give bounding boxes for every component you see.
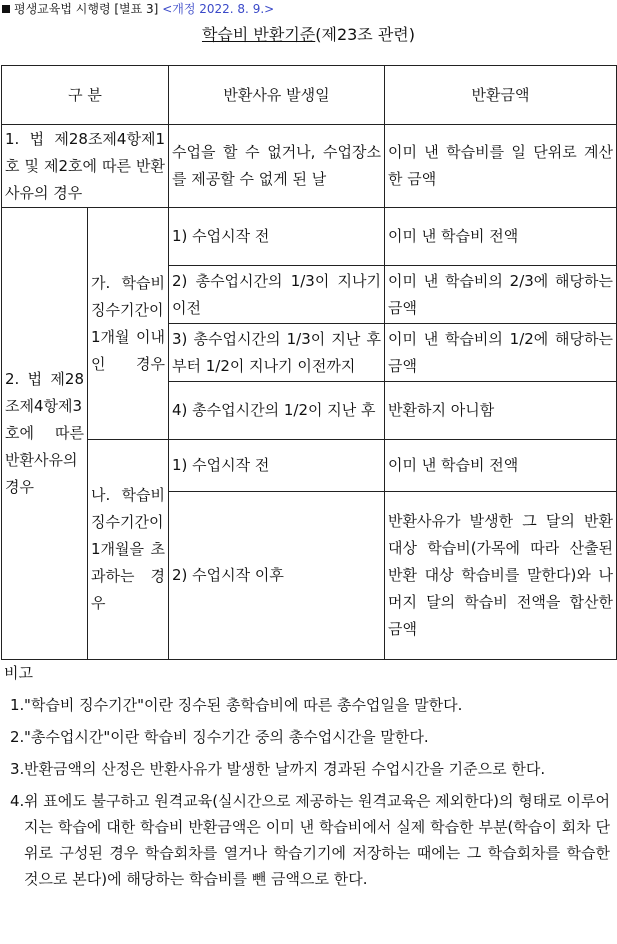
group-b-amount-1: 이미 낸 학습비 전액: [385, 440, 617, 492]
note-item: [0, 724, 610, 750]
header-category: 구 분: [2, 66, 169, 125]
row1-reason: 수업을 할 수 없거나, 수업장소를 제공할 수 없게 된 날: [169, 125, 385, 208]
notes-section: [0, 660, 610, 892]
table-header-row: [2, 66, 617, 125]
group-b-amount-2: 반환사유가 발생한 그 달의 반환 대상 학습비(가목에 따라 산출된 반환 대상 학습비를 말한다)와 나머지 달의 학습비 전액을 합산한 금액: [385, 492, 617, 660]
note-text: "총수업시간"이란 학습비 징수기간 중의 총수업시간을 말한다.: [24, 728, 429, 746]
square-bullet-icon: [2, 5, 10, 13]
group-a-reason-1: 1) 수업시작 전: [169, 208, 385, 266]
note-text: 반환금액의 산정은 반환사유가 발생한 날까지 경과된 수업시간을 기준으로 한다.: [24, 760, 546, 778]
law-reference: 평생교육법 시행령 [별표 3]: [14, 2, 159, 16]
group-a-reason-3: 3) 총수업시간의 1/3이 지난 후부터 1/2이 지나기 이전까지: [169, 324, 385, 382]
table-row: [2, 208, 617, 266]
group-a-reason-4: 4) 총수업시간의 1/2이 지난 후: [169, 382, 385, 440]
group-a-reason-2: 2) 총수업시간의 1/3이 지나기 이전: [169, 266, 385, 324]
group-a-amount-2: 이미 낸 학습비의 2/3에 해당하는 금액: [385, 266, 617, 324]
group-a-amount-3: 이미 낸 학습비의 1/2에 해당하는 금액: [385, 324, 617, 382]
title-sub: (제23조 관련): [315, 25, 416, 44]
note-number: 2.: [10, 728, 25, 746]
group-b-reason-1: 1) 수업시작 전: [169, 440, 385, 492]
document-header: [2, 0, 274, 17]
header-refund-amount: 반환금액: [385, 66, 617, 125]
group-a-label: 가. 학습비 징수기간이 1개월 이내인 경우: [88, 208, 169, 440]
note-number: 1.: [10, 696, 25, 714]
group-b-label: 나. 학습비 징수기간이 1개월을 초과하는 경우: [88, 440, 169, 660]
row1-category: 1. 법 제28조제4항제1호 및 제2호에 따른 반환사유의 경우: [2, 125, 169, 208]
group-b-reason-2: 2) 수업시작 이후: [169, 492, 385, 660]
note-item: [0, 788, 610, 892]
note-item: [0, 756, 610, 782]
page-title: [0, 22, 617, 45]
note-number: 3.: [10, 760, 25, 778]
group-a-amount-4: 반환하지 아니함: [385, 382, 617, 440]
row1-amount: 이미 낸 학습비를 일 단위로 계산한 금액: [385, 125, 617, 208]
notes-list: [0, 692, 610, 892]
group-a-amount-1: 이미 낸 학습비 전액: [385, 208, 617, 266]
note-text: 위 표에도 불구하고 원격교육(실시간으로 제공하는 원격교육은 제외한다)의 형태로 이루어지는 학습에 대한 학습비 반환금액은 이미 낸 학습비에서 실제 학습한 부분(학습이 회차 단위로 구성된 경우 학습회차를 열거나 학습기기에 저장하는 때에는 그 학습회차를 학습한 것으로 본다)에 해당하는 학습비를 뺀 금액으로 한다.: [24, 792, 610, 888]
note-number: 4.: [10, 792, 25, 810]
table-row: [2, 125, 617, 208]
table-row: [2, 440, 617, 492]
header-reason-date: 반환사유 발생일: [169, 66, 385, 125]
revision-note: <개정 2022. 8. 9.>: [162, 2, 275, 16]
refund-table: [1, 65, 617, 660]
row2-category: 2. 법 제28조제4항제3호에 따른 반환사유의 경우: [2, 208, 88, 660]
note-item: [0, 692, 610, 718]
notes-label: 비고: [4, 664, 33, 682]
title-main: 학습비 반환기준: [201, 25, 316, 44]
note-text: "학습비 징수기간"이란 징수된 총학습비에 따른 총수업일을 말한다.: [24, 696, 463, 714]
